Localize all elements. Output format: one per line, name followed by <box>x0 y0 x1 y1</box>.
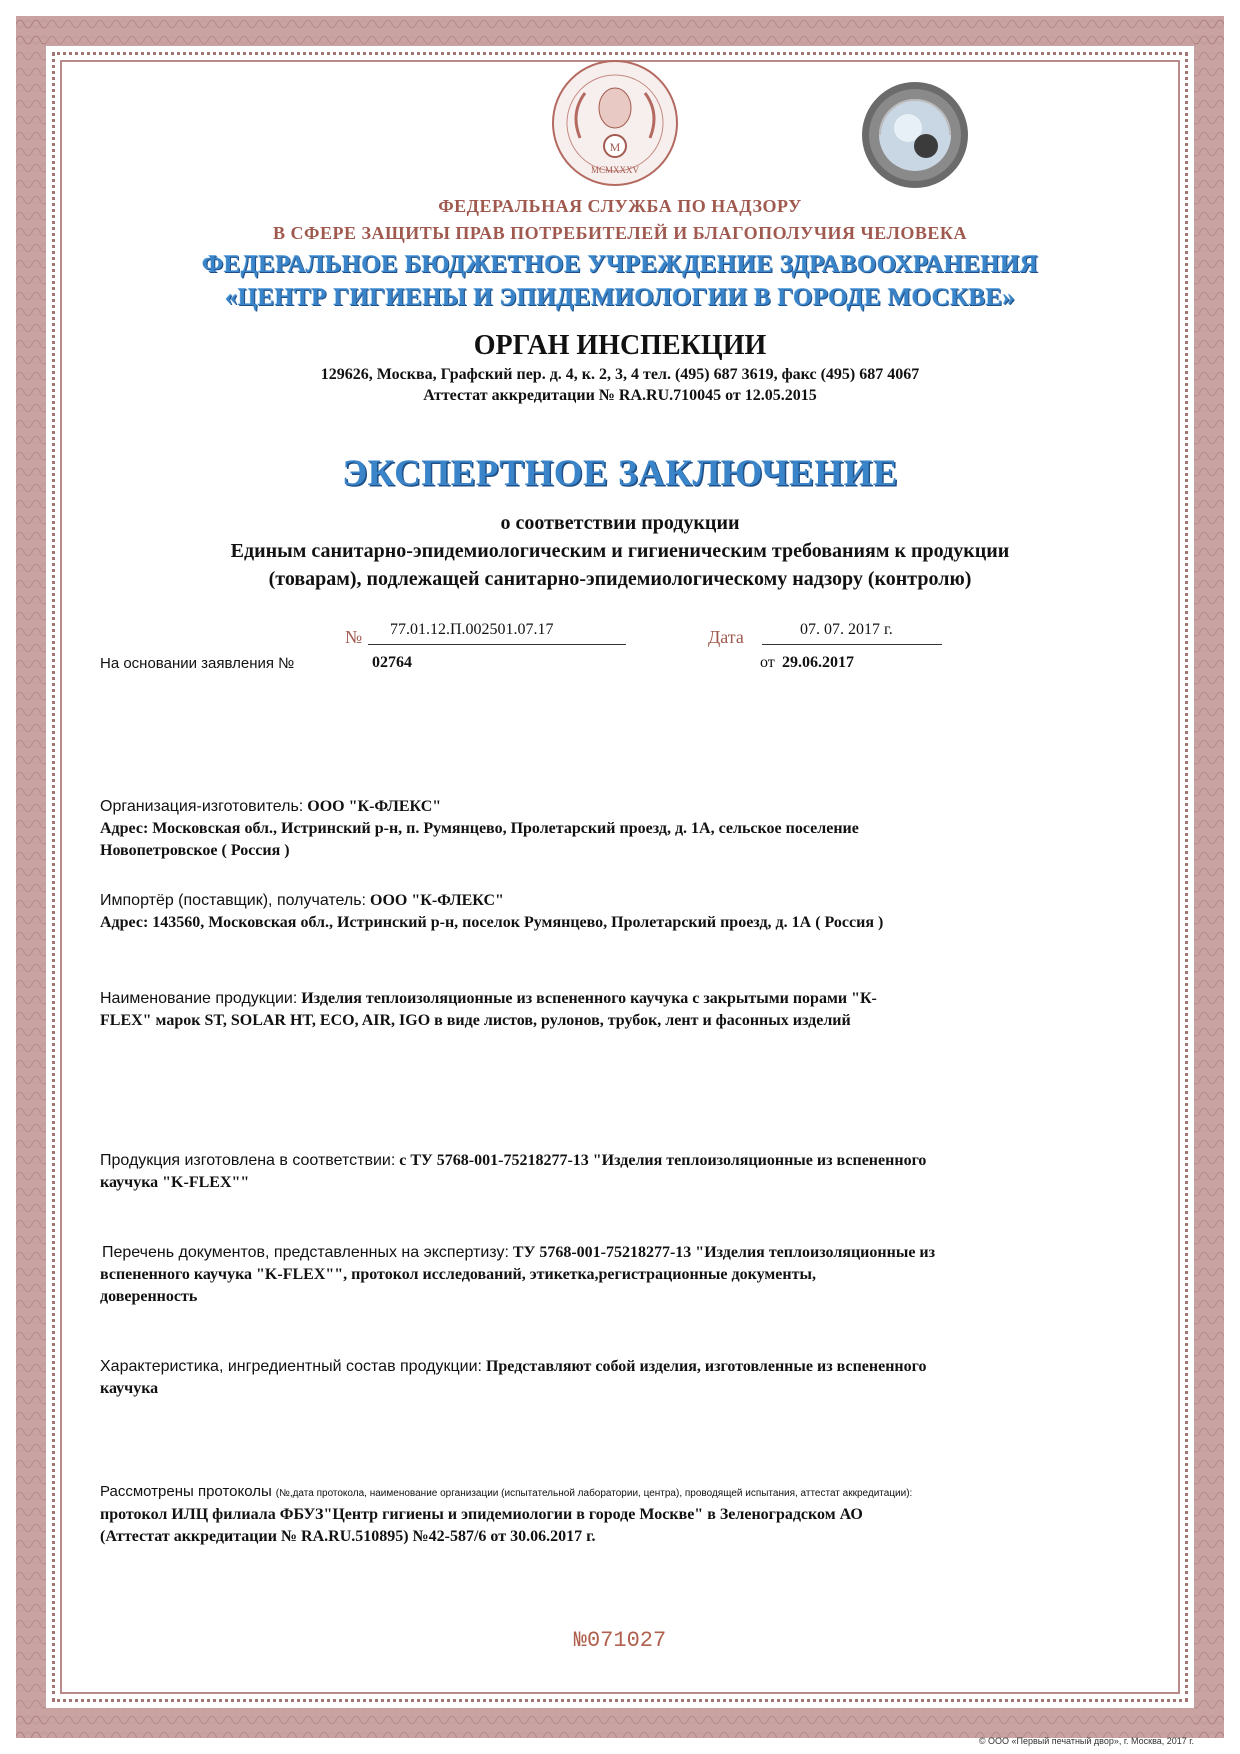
documents-line-1 <box>102 1243 935 1263</box>
inspection-accreditation: Аттестат аккредитации № RA.RU.710045 от 12.05.2015 <box>423 387 817 404</box>
protocols-text-1: протокол ИЛЦ филиала ФБУЗ"Центр гигиены и эпидемиологии в городе Москве" в Зеленоградском АО <box>100 1506 863 1523</box>
conclusion-date: 07. 07. 2017 г. <box>800 621 893 638</box>
documents-text-1: ТУ 5768-001-75218277-13 "Изделия теплоизоляционные из <box>512 1244 936 1261</box>
manufacturer-line <box>100 797 441 817</box>
protocols-label: Рассмотрены протоколы <box>100 1483 272 1500</box>
standard-line-1 <box>100 1151 926 1171</box>
documents-text-3: доверенность <box>100 1288 198 1305</box>
application-from-label: от <box>760 654 775 671</box>
standard-text-2: каучука "K-FLEX"" <box>100 1174 250 1191</box>
application-date: 29.06.2017 <box>782 654 854 671</box>
standard-label: Продукция изготовлена в соответствии: <box>100 1152 396 1169</box>
importer-name: ООО "К-ФЛЕКС" <box>370 892 504 909</box>
product-label: Наименование продукции: <box>100 990 298 1007</box>
protocols-text-2: (Аттестат аккредитации № RA.RU.510895) №42-587/6 от 30.06.2017 г. <box>100 1528 596 1545</box>
documents-label: Перечень документов, представленных на экспертизу: <box>102 1244 509 1261</box>
header-line-1: ФЕДЕРАЛЬНАЯ СЛУЖБА ПО НАДЗОРУ <box>438 196 802 216</box>
application-number: 02764 <box>372 654 412 671</box>
manufacturer-name: ООО "К-ФЛЕКС" <box>307 798 442 815</box>
rospotrebnadzor-emblem <box>550 58 680 188</box>
date-label: Дата <box>708 627 744 647</box>
importer-address: Адрес: 143560, Московская обл., Истринский р-н, поселок Румянцево, Пролетарский проезд, д. 1А ( Россия ) <box>100 914 884 931</box>
svg-text:M: M <box>609 140 621 154</box>
header-line-2: В СФЕРЕ ЗАЩИТЫ ПРАВ ПОТРЕБИТЕЛЕЙ И БЛАГОПОЛУЧИЯ ЧЕЛОВЕКА <box>273 223 967 243</box>
characteristics-line-1 <box>100 1357 927 1377</box>
protocols-line-1 <box>100 1482 912 1504</box>
application-label: На основании заявления № <box>100 655 295 672</box>
document-title: ЭКСПЕРТНОЕ ЗАКЛЮЧЕНИЕ <box>342 453 898 494</box>
manufacturer-label: Организация-изготовитель: <box>100 798 304 815</box>
conclusion-number: 77.01.12.П.002501.07.17 <box>390 621 554 638</box>
characteristics-label: Характеристика, ингредиентный состав продукции: <box>100 1358 482 1375</box>
number-underline <box>368 644 626 645</box>
svg-text:MCMXXXV: MCMXXXV <box>590 165 640 175</box>
product-line-1 <box>100 989 877 1009</box>
manufacturer-address-2: Новопетровское ( Россия ) <box>100 842 290 859</box>
standard-text-1: с ТУ 5768-001-75218277-13 "Изделия теплоизоляционные из вспененного <box>399 1152 927 1169</box>
document-subtitle-1: о соответствии продукции <box>500 512 740 534</box>
product-name-2: FLEX" марок ST, SOLAR HT, ECO, AIR, IGO в виде листов, рулонов, трубок, лент и фасонных изделий <box>100 1012 851 1029</box>
header-institution-1: ФЕДЕРАЛЬНОЕ БЮДЖЕТНОЕ УЧРЕЖДЕНИЕ ЗДРАВООХРАНЕНИЯ <box>201 251 1039 278</box>
importer-line <box>100 891 504 911</box>
product-name-1: Изделия теплоизоляционные из вспененного каучука с закрытыми порами "К- <box>301 990 877 1007</box>
printer-footer: © ООО «Первый печатный двор», г. Москва, 2017 г. <box>978 1736 1194 1746</box>
characteristics-text-2: каучука <box>100 1380 159 1397</box>
number-label: № <box>345 627 363 647</box>
header-institution-2: «ЦЕНТР ГИГИЕНЫ И ЭПИДЕМИОЛОГИИ В ГОРОДЕ МОСКВЕ» <box>224 284 1016 311</box>
hologram-seal <box>860 80 970 190</box>
inspection-body-title: ОРГАН ИНСПЕКЦИИ <box>473 330 767 361</box>
document-subtitle-2: Единым санитарно-эпидемиологическим и гигиеническим требованиям к продукции <box>230 540 1010 562</box>
protocols-note: (№,дата протокола, наименование организации (испытательной лаборатории, центра), проводящей испытания, аттестат аккредитации): <box>275 1488 913 1499</box>
importer-label: Импортёр (поставщик), получатель: <box>100 892 366 909</box>
serial-number: №071027 <box>573 1628 667 1653</box>
document-subtitle-3: (товарам), подлежащей санитарно-эпидемиологическому надзору (контролю) <box>268 568 972 590</box>
characteristics-text-1: Представляют собой изделия, изготовленные из вспененного <box>485 1358 927 1375</box>
manufacturer-address-1: Адрес: Московская обл., Истринский р-н, п. Румянцево, Пролетарский проезд, д. 1А, сельское поселение <box>100 820 859 837</box>
documents-text-2: вспененного каучука "K-FLEX"", протокол исследований, этикетка,регистрационные документы, <box>100 1266 816 1283</box>
inspection-address: 129626, Москва, Графский пер. д. 4, к. 2, 3, 4 тел. (495) 687 3619, факс (495) 687 4067 <box>320 366 920 383</box>
date-underline <box>762 644 942 645</box>
